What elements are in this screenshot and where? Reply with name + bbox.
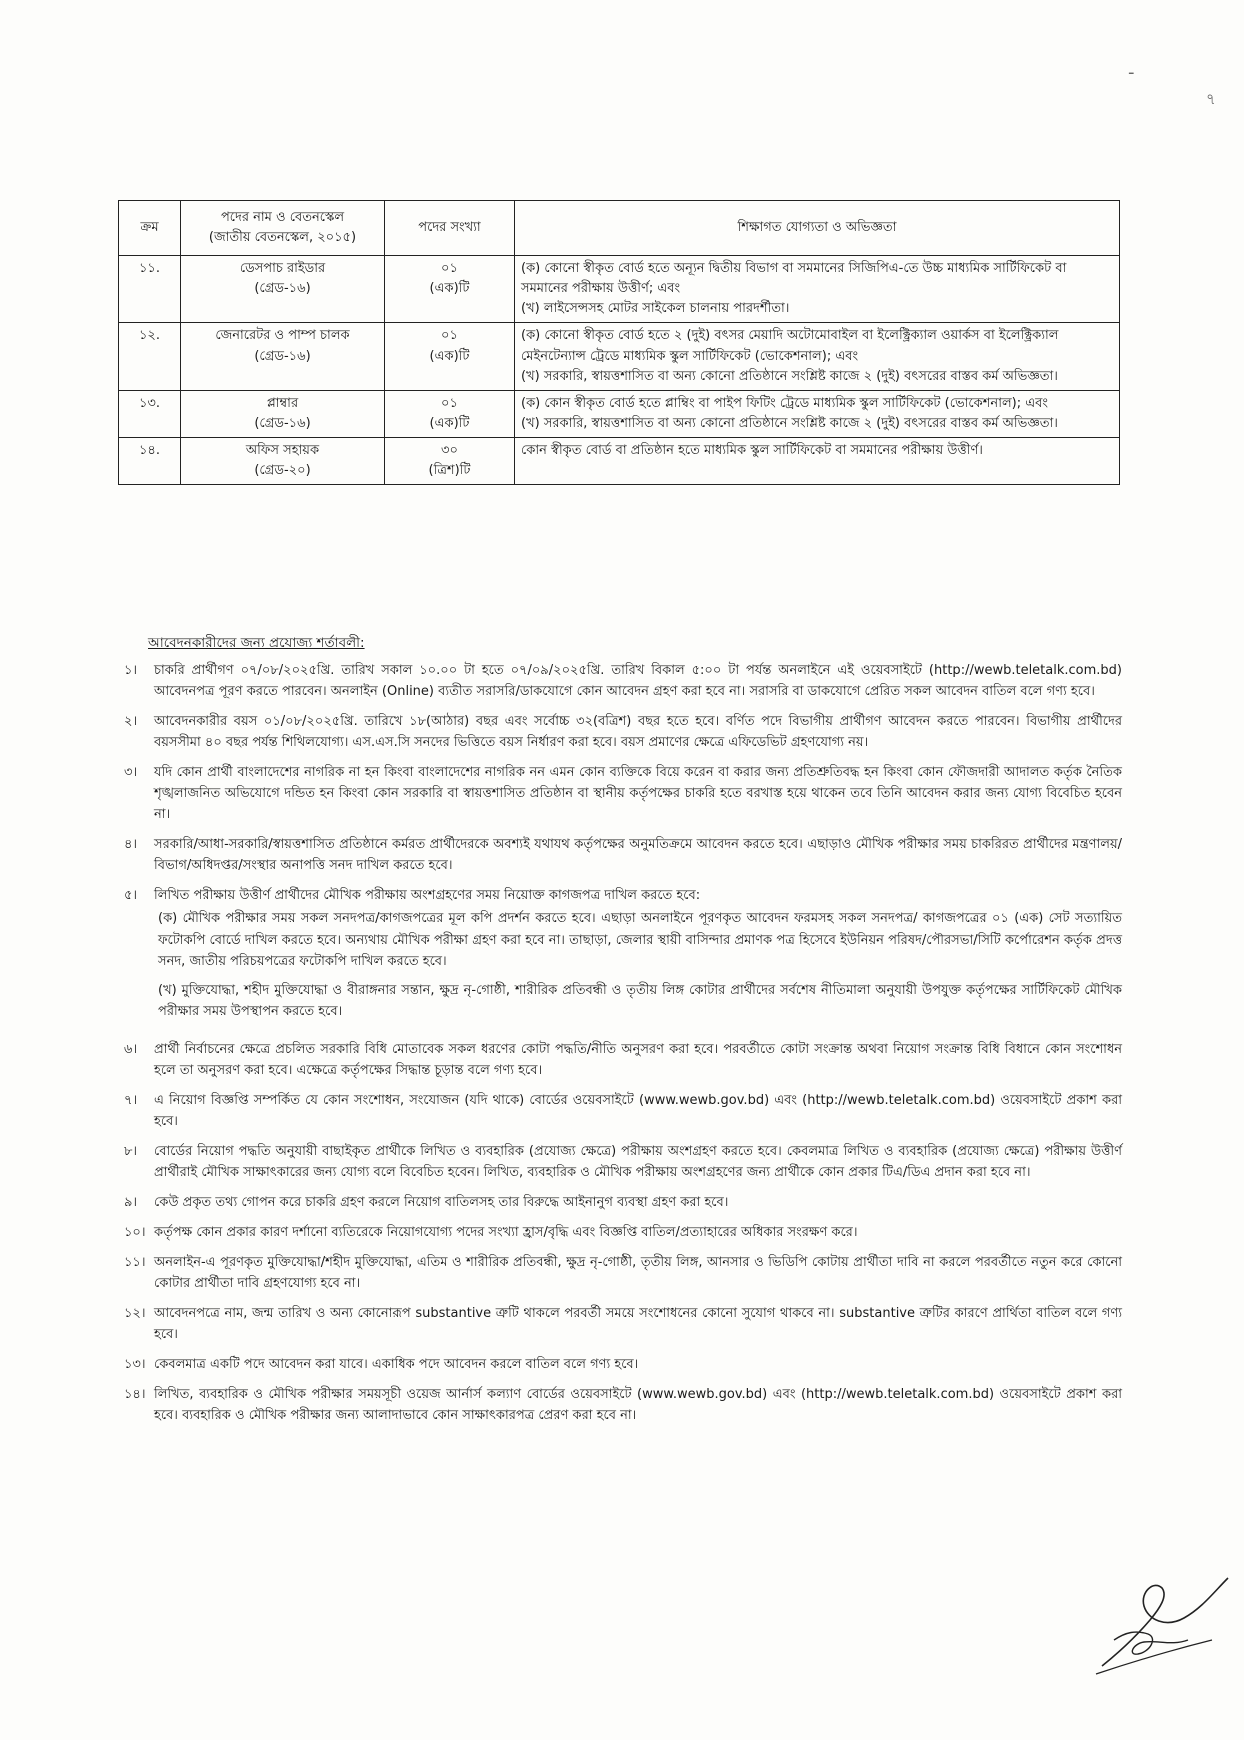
row-serial: ১১. bbox=[119, 256, 181, 323]
qualification-line: (খ) লাইসেন্সসহ মোটর সাইকেল চালনায় পারদর্শীতা। bbox=[521, 301, 790, 317]
header-post-line2: (জাতীয় বেতনস্কেল, ২০১৫) bbox=[208, 230, 357, 245]
post-grade: (গ্রেড-১৬) bbox=[254, 415, 311, 431]
row-post bbox=[181, 256, 385, 323]
post-count-words: (এক)টি bbox=[429, 415, 470, 431]
row-count bbox=[385, 390, 515, 437]
table-row bbox=[119, 323, 1120, 390]
condition-body bbox=[154, 885, 1122, 1029]
post-count: ০১ bbox=[441, 328, 458, 344]
condition-text: লিখিত পরীক্ষায় উত্তীর্ণ প্রার্থীদের মৌখিক পরীক্ষায় অংশগ্রহণের সময় নিয়োক্ত কাগজপত্র দাখিল করতে হবে: bbox=[154, 888, 701, 904]
table-header-row bbox=[119, 201, 1120, 256]
condition-text: কেউ প্রকৃত তথ্য গোপন করে চাকরি গ্রহণ করলে নিয়োগ বাতিলসহ তার বিরুদ্ধে আইনানুগ ব্যবস্থা গ্রহণ করা হবে। bbox=[154, 1194, 729, 1210]
condition-text: কর্তৃপক্ষ কোন প্রকার কারণ দর্শানো ব্যতিরেকে নিয়োগযোগ্য পদের সংখ্যা হ্রাস/বৃদ্ধি এবং বিজ্ঞপ্তি বাতিল/প্রত্যাহারের অধিকার সংরক্ষণ করে। bbox=[154, 1225, 858, 1241]
condition-number: ৯। bbox=[124, 1194, 138, 1210]
signature-mark bbox=[1092, 1570, 1232, 1680]
qualification-line: (খ) সরকারি, স্বায়ত্তশাসিত বা অন্য কোনো প্রতিষ্ঠানে সংশ্লিষ্ট কাজে ২ (দুই) বৎসরের বাস্তব কর্ম অভিজ্ঞতা। bbox=[521, 368, 1058, 384]
condition-number: ১২। bbox=[124, 1306, 146, 1322]
condition-text: আবেদনকারীর বয়স ০১/০৮/২০২৫খ্রি. তারিখে ১৮(আঠার) বছর এবং সর্বোচ্চ ৩২(বত্রিশ) বছর হতে হবে। বর্ণিত পদে বিভাগীয় প্রার্থীগণ আবেদন করতে পারবেন। বিভাগীয় প্রার্থীদের বয়সসীমা ৪০ বছর পর্যন্ত শিথিলযোগ্য। এস.এস.সি সনদের ভিত্তিতে বয়স নির্ধারণ করা হবে। বয়স প্রমাণের ক্ষেত্রে এফিডেভিট গ্রহণযোগ্য নয়। bbox=[154, 714, 1122, 751]
condition-item bbox=[118, 1384, 1122, 1426]
post-name: জেনারেটর ও পাম্প চালক bbox=[215, 328, 350, 344]
condition-text: আবেদনপত্রে নাম, জন্ম তারিখ ও অন্য কোনোরূপ substantive ত্রুটি থাকলে পরবর্তী সময়ে সংশোধনের কোনো সুযোগ থাকবে না। substantive ত্রুটির কারণে প্রার্থিতা বাতিল বলে গণ্য হবে। bbox=[154, 1306, 1122, 1343]
condition-text: কেবলমাত্র একটি পদে আবেদন করা যাবে। একাধিক পদে আবেদন করলে বাতিল বলে গণ্য হবে। bbox=[154, 1357, 639, 1373]
post-count-words: (ত্রিশ)টি bbox=[428, 463, 471, 479]
qualification-line: (ক) কোনো স্বীকৃত বোর্ড হতে ২ (দুই) বৎসর মেয়াদি অটোমোবাইল বা ইলেক্ট্রিক্যাল ওয়ার্কস বা ইলেক্ট্রিক্যাল মেইনটেন্যান্স ট্রেডে মাধ্যমিক স্কুল সার্টিফিকেট (ভোকেশনাল); এবং bbox=[521, 328, 1059, 364]
row-qualification bbox=[515, 438, 1120, 485]
qualification-line: (ক) কোন স্বীকৃত বোর্ড হতে প্লাম্বিং বা পাইপ ফিটিং ট্রেডে মাধ্যমিক স্কুল সার্টিফিকেট (ভোকেশনাল); এবং bbox=[521, 395, 1048, 411]
row-serial: ১৪. bbox=[119, 438, 181, 485]
row-qualification bbox=[515, 256, 1120, 323]
condition-item bbox=[118, 834, 1122, 876]
table-row bbox=[119, 438, 1120, 485]
condition-number: ৩। bbox=[124, 765, 138, 781]
condition-item bbox=[118, 660, 1122, 702]
post-count: ০১ bbox=[441, 261, 458, 276]
condition-number: ৫। bbox=[124, 888, 138, 904]
post-name: ডেসপাচ রাইডার bbox=[239, 261, 326, 276]
table-row bbox=[119, 390, 1120, 437]
condition-number: ১০। bbox=[124, 1225, 146, 1241]
condition-text: বোর্ডের নিয়োগ পদ্ধতি অনুযায়ী বাছাইকৃত প্রার্থীকে লিখিত ও ব্যবহারিক (প্রযোজ্য ক্ষেত্রে) পরীক্ষায় অংশগ্রহণ করতে হবে। কেবলমাত্র লিখিত ও ব্যবহারিক (প্রযোজ্য ক্ষেত্রে) পরীক্ষায় উত্তীর্ণ প্রার্থীরাই মৌখিক সাক্ষাৎকারের জন্য যোগ্য বলে বিবেচিত হবেন। লিখিত, ব্যবহারিক ও মৌখিক পরীক্ষায় অংশগ্রহণের জন্য প্রার্থীকে কোন প্রকার টিএ/ডিএ প্রদান করা হবে না। bbox=[154, 1143, 1122, 1180]
condition-number: ২। bbox=[124, 714, 138, 730]
row-post bbox=[181, 323, 385, 390]
table-row bbox=[119, 256, 1120, 323]
condition-text: চাকরি প্রার্থীগণ ০৭/০৮/২০২৫খ্রি. তারিখ সকাল ১০.০০ টা হতে ০৭/০৯/২০২৫খ্রি. তারিখ বিকাল ৫:০০ টা পর্যন্ত অনলাইনে এই ওয়েবসাইটে (http://wewb.teletalk.com.bd) আবেদনপত্র পূরণ করতে পারবেন। অনলাইন (Online) ব্যতীত সরাসরি/ডাকযোগে কোন আবেদন গ্রহণ করা হবে না। সরাসরি বা ডাকযোগে প্রেরিত সকল আবেদন বাতিল বলে গণ্য হবে। bbox=[154, 663, 1122, 700]
condition-number: ৬। bbox=[124, 1041, 138, 1057]
scan-dash-mark: - bbox=[1128, 62, 1135, 83]
condition-subitem: (খ) মুক্তিযোদ্ধা, শহীদ মুক্তিযোদ্ধা ও বীরাঙ্গনার সন্তান, ক্ষুদ্র নৃ-গোষ্ঠী, শারীরিক প্রতিবন্ধী ও তৃতীয় লিঙ্গ কোটার প্রার্থীদের সর্বশেষ নীতিমালা অনুযায়ী উপযুক্ত কর্তৃপক্ষের সার্টিফিকেট মৌখিক পরীক্ষার সময় উপস্থাপন করতে হবে। bbox=[158, 982, 1122, 1019]
post-count-words: (এক)টি bbox=[429, 348, 470, 364]
condition-number: ১৩। bbox=[124, 1357, 146, 1373]
condition-number: ১১। bbox=[124, 1255, 146, 1271]
condition-text: লিখিত, ব্যবহারিক ও মৌখিক পরীক্ষার সময়সূচী ওয়েজ আর্নার্স কল্যাণ বোর্ডের ওয়েবসাইটে (www.wewb.gov.bd) এবং (http://wewb.teletalk.com.bd) ওয়েবসাইটে প্রকাশ করা হবে। ব্যবহারিক ও মৌখিক পরীক্ষার জন্য আলাদাভাবে কোন সাক্ষাৎকারপত্র প্রেরণ করা হবে না। bbox=[154, 1387, 1122, 1424]
row-qualification bbox=[515, 323, 1120, 390]
row-serial: ১৩. bbox=[119, 390, 181, 437]
page-corner-mark: ৭ bbox=[1206, 90, 1216, 108]
condition-item bbox=[118, 1192, 1122, 1213]
condition-number: ৪। bbox=[124, 837, 138, 853]
condition-item bbox=[118, 885, 1122, 1029]
qualification-line: (ক) কোনো স্বীকৃত বোর্ড হতে অন্যূন দ্বিতীয় বিভাগ বা সমমানের সিজিপিএ-তে উচ্চ মাধ্যমিক সার্টিফিকেট বা সমমানের পরীক্ষায় উত্তীর্ণ; এবং bbox=[521, 261, 1067, 297]
row-post bbox=[181, 438, 385, 485]
row-serial: ১২. bbox=[119, 323, 181, 390]
post-count-words: (এক)টি bbox=[429, 281, 470, 297]
post-grade: (গ্রেড-১৬) bbox=[254, 281, 311, 297]
condition-text: যদি কোন প্রার্থী বাংলাদেশের নাগরিক না হন কিংবা বাংলাদেশের নাগরিক নন এমন কোন ব্যক্তিকে বিয়ে করেন বা করার জন্য প্রতিশ্রুতিবদ্ধ হন কিংবা কোন ফৌজদারী আদালত কর্তৃক নৈতিক শৃঙ্খলাজনিত অভিযোগে দন্ডিত হন কিংবা কোন সরকারি বা স্বায়ত্তশাসিত প্রতিষ্ঠান বা স্থানীয় কর্তৃপক্ষের চাকরি হতে বরখাস্ত হয়ে থাকেন তবে তিনি আবেদন করার জন্য যোগ্য বিবেচিত হবেন না। bbox=[154, 765, 1122, 823]
condition-item bbox=[118, 1039, 1122, 1081]
post-count: ০১ bbox=[441, 395, 458, 411]
condition-item bbox=[118, 1222, 1122, 1243]
condition-number: ৮। bbox=[124, 1143, 138, 1159]
post-grade: (গ্রেড-২০) bbox=[254, 463, 311, 479]
condition-item bbox=[118, 711, 1122, 753]
qualification-line: কোন স্বীকৃত বোর্ড বা প্রতিষ্ঠান হতে মাধ্যমিক স্কুল সার্টিফিকেট বা সমমানের পরীক্ষায় উত্তীর্ণ। bbox=[521, 443, 983, 459]
header-qualification: শিক্ষাগত যোগ্যতা ও অভিজ্ঞতা bbox=[515, 201, 1120, 256]
condition-text: সরকারি/আধা-সরকারি/স্বায়ত্তশাসিত প্রতিষ্ঠানে কর্মরত প্রার্থীদেরকে অবশ্যই যথাযথ কর্তৃপক্ষের অনুমতিক্রমে আবেদন করতে হবে। এছাড়াও মৌখিক পরীক্ষার সময় চাকরিরত প্রার্থীদের মন্ত্রণালয়/বিভাগ/অধিদপ্তর/সংস্থার অনাপত্তি সনদ দাখিল করতে হবে। bbox=[154, 837, 1122, 874]
post-grade: (গ্রেড-১৬) bbox=[254, 348, 311, 364]
header-count: পদের সংখ্যা bbox=[385, 201, 515, 256]
qualification-line: (খ) সরকারি, স্বায়ত্তশাসিত বা অন্য কোনো প্রতিষ্ঠানে সংশ্লিষ্ট কাজে ২ (দুই) বৎসরের বাস্তব কর্ম অভিজ্ঞতা। bbox=[521, 415, 1058, 431]
condition-text: প্রার্থী নির্বাচনের ক্ষেত্রে প্রচলিত সরকারি বিধি মোতাবেক সকল ধরণের কোটা পদ্ধতি/নীতি অনুসরণ করা হবে। পরবর্তীতে কোটা সংক্রান্ত অথবা নিয়োগ সংক্রান্ত বিধি বিধানে কোন সংশোধন হলে তা অনুসরণ করা হবে। এক্ষেত্রে কর্তৃপক্ষের সিদ্ধান্ত চূড়ান্ত বলে গণ্য হবে। bbox=[154, 1041, 1122, 1078]
row-qualification bbox=[515, 390, 1120, 437]
condition-item bbox=[118, 1303, 1122, 1345]
condition-text: অনলাইন-এ পূরণকৃত মুক্তিযোদ্ধা/শহীদ মুক্তিযোদ্ধা, এতিম ও শারীরিক প্রতিবন্ধী, ক্ষুদ্র নৃ-গোষ্ঠী, তৃতীয় লিঙ্গ, আনসার ও ভিডিপি কোটায় প্রার্থীতা দাবি না করলে পরবর্তীতে নতুন করে কোনো কোটার প্রার্থীতা দাবি গ্রহণযোগ্য হবে না। bbox=[154, 1255, 1122, 1292]
condition-number: ১। bbox=[124, 663, 138, 678]
condition-number: ১৪। bbox=[124, 1387, 146, 1403]
condition-text: এ নিয়োগ বিজ্ঞপ্তি সম্পর্কিত যে কোন সংশোধন, সংযোজন (যদি থাকে) বোর্ডের ওয়েবসাইটে (www.wewb.gov.bd) এবং (http://wewb.teletalk.com.bd) ওয়েবসাইটে প্রকাশ করা হবে। bbox=[154, 1092, 1122, 1129]
condition-item bbox=[118, 1141, 1122, 1183]
condition-item bbox=[118, 1354, 1122, 1375]
post-name: অফিস সহায়ক bbox=[245, 443, 320, 459]
row-count bbox=[385, 438, 515, 485]
condition-item bbox=[118, 762, 1122, 825]
row-post bbox=[181, 390, 385, 437]
conditions-heading: আবেদনকারীদের জন্য প্রযোজ্য শর্তাবলী: bbox=[148, 635, 365, 651]
condition-item bbox=[118, 1090, 1122, 1132]
row-count bbox=[385, 256, 515, 323]
post-name: প্লাম্বার bbox=[266, 395, 299, 411]
posts-table bbox=[118, 200, 1120, 485]
condition-subitem: (ক) মৌখিক পরীক্ষার সময় সকল সনদপত্র/কাগজপত্রের মূল কপি প্রদর্শন করতে হবে। এছাড়া অনলাইনে পূরণকৃত আবেদন ফরমসহ সকল সনদপত্র/ কাগজপত্রের ০১ (এক) সেট সত্যায়িত ফটোকপি বোর্ডে দাখিল করতে হবে। অন্যথায় মৌখিক পরীক্ষা গ্রহণ করা হবে না। তাছাড়া, জেলার স্থায়ী বাসিন্দার প্রমাণক পত্র হিসেবে ইউনিয়ন পরিষদ/পৌরসভা/সিটি কর্পোরেশন কর্তৃক প্রদত্ত সনদ, জাতীয় পরিচয়পত্রের ফটোকপি দাখিল করতে হবে। bbox=[158, 911, 1122, 969]
condition-number: ৭। bbox=[124, 1092, 138, 1108]
header-post bbox=[181, 201, 385, 256]
row-count bbox=[385, 323, 515, 390]
conditions-list bbox=[118, 660, 1122, 1435]
header-serial: ক্রম bbox=[119, 201, 181, 256]
condition-item bbox=[118, 1252, 1122, 1294]
header-post-line1: পদের নাম ও বেতনস্কেল bbox=[220, 209, 345, 225]
post-count: ৩০ bbox=[441, 443, 458, 459]
